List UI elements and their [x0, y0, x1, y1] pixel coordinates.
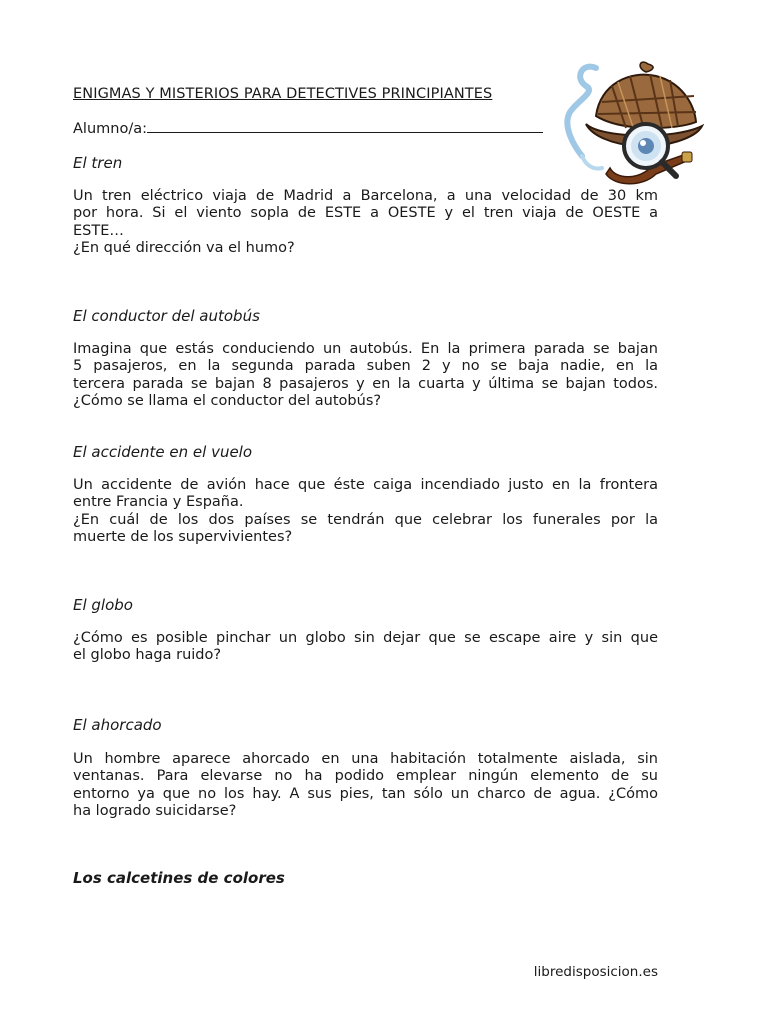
text-line: ¿Cómo es posible pinchar un globo sin dejar que se escape aire y sin que [73, 630, 658, 646]
text-line: ventanas. Para elevarse no ha podido emplear ningún elemento de su [73, 768, 658, 785]
section-heading-el-ahorcado: El ahorcado [73, 716, 162, 734]
section-text-el-globo [73, 630, 658, 665]
text-line: 5 pasajeros, en la segunda parada suben 2 y no se baja nadie, en la [73, 358, 658, 375]
section-text-el-tren [73, 188, 658, 258]
text-line: Un hombre aparece ahorcado en una habitación totalmente aislada, sin [73, 751, 658, 767]
section-text-el-accidente [73, 477, 658, 547]
section-text-el-conductor [73, 341, 658, 411]
text-line: Un tren eléctrico viaja de Madrid a Barcelona, a una velocidad de 30 km [73, 188, 658, 204]
student-name-field [73, 118, 543, 137]
text-line: el globo haga ruido? [73, 647, 222, 664]
text-line: ¿En cuál de los dos países se tendrán que celebrar los funerales por la [73, 511, 658, 528]
text-line: entorno ya que no los hay. A sus pies, tan sólo un charco de agua. ¿Cómo [73, 785, 658, 802]
text-line: ¿En qué dirección va el humo? [73, 240, 295, 257]
text-line: muerte de los supervivientes? [73, 529, 293, 546]
text-line: ESTE… [73, 222, 124, 239]
text-line: Un accidente de avión hace que éste caiga incendiado justo en la frontera [73, 477, 658, 493]
section-text-el-ahorcado [73, 751, 658, 821]
text-line: por hora. Si el viento sopla de ESTE a OESTE y el tren viaja de OESTE a [73, 205, 658, 222]
text-line: Imagina que estás conduciendo un autobús. En la primera parada se bajan [73, 341, 658, 357]
text-line: ¿Cómo se llama el conductor del autobús? [73, 393, 382, 410]
section-heading-el-accidente: El accidente en el vuelo [73, 443, 253, 461]
text-line: tercera parada se bajan 8 pasajeros y en la cuarta y última se bajan todos. [73, 375, 658, 392]
student-name-line [147, 118, 543, 133]
text-line: entre Francia y España. [73, 494, 244, 511]
section-heading-el-tren: El tren [73, 154, 123, 172]
section-heading-el-conductor: El conductor del autobús [73, 307, 260, 325]
footer-source: libredisposicion.es [533, 964, 658, 980]
section-heading-calcetines: Los calcetines de colores [73, 869, 285, 887]
section-heading-el-globo: El globo [73, 596, 133, 614]
text-line: ha logrado suicidarse? [73, 803, 237, 820]
page-title: ENIGMAS Y MISTERIOS PARA DETECTIVES PRINCIPIANTES [73, 86, 493, 102]
student-label: Alumno/a: [73, 121, 147, 137]
detective-hat-magnifier-icon [556, 56, 704, 188]
